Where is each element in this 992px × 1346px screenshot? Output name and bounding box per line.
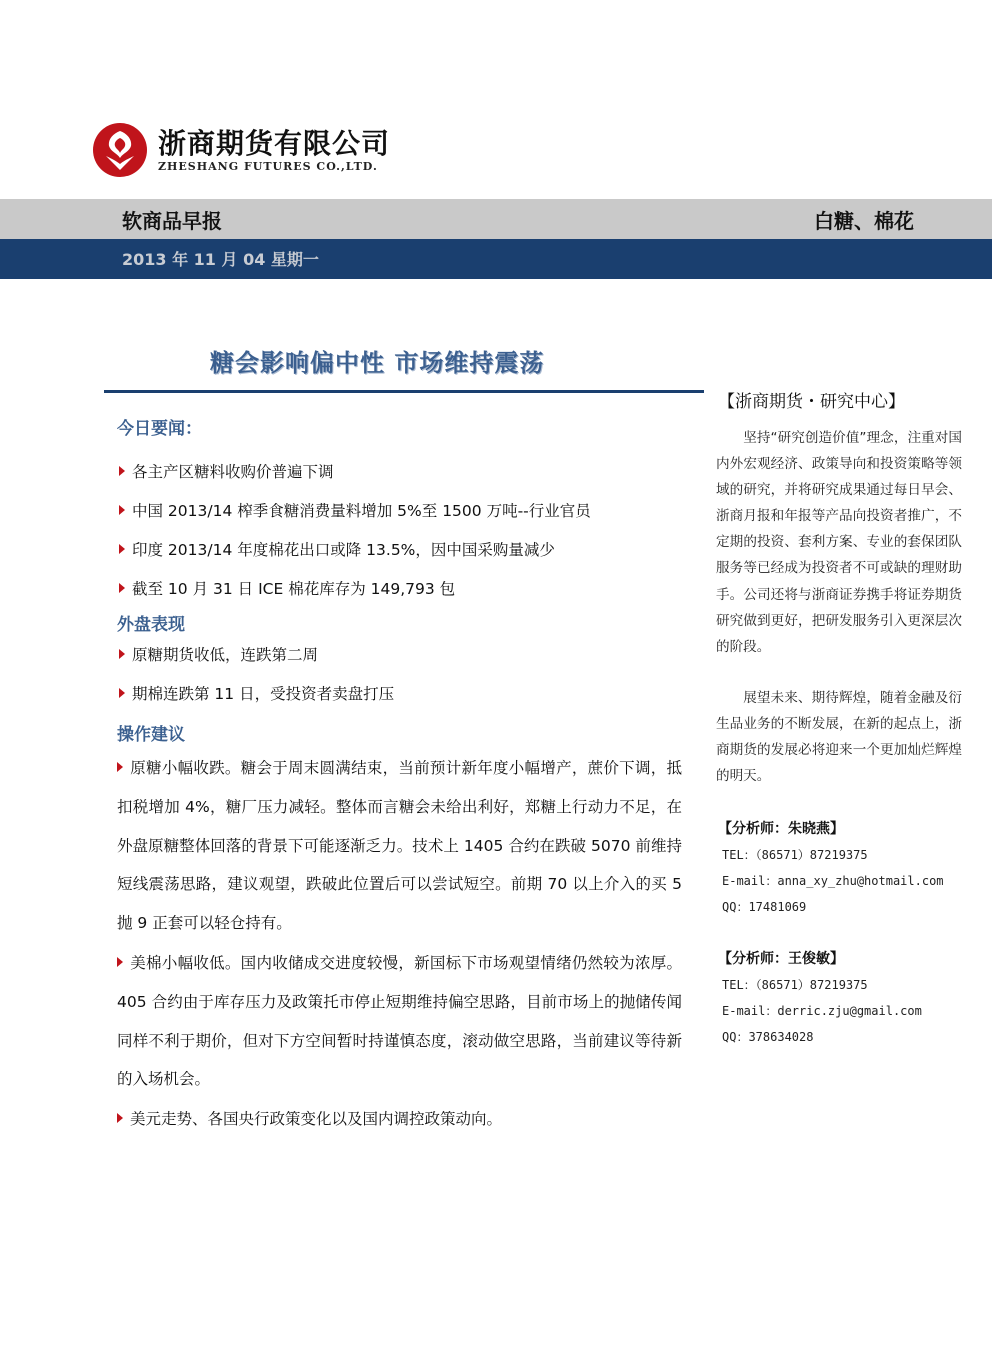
analyst-qq: QQ：17481069 bbox=[722, 900, 807, 914]
section-heading-today-news: 今日要闻： bbox=[117, 419, 202, 439]
bullet-arrow-icon bbox=[119, 688, 125, 698]
news-item: 印度 2013/14 年度棉花出口或降 13.5%，因中国采购量减少 bbox=[119, 538, 555, 560]
zheshang-logo-icon bbox=[92, 122, 148, 178]
report-date: 2013 年 11 月 04 星期一 bbox=[122, 250, 319, 269]
advice-paragraph-watch: 美元走势、各国央行政策变化以及国内调控政策动向。 bbox=[117, 1100, 682, 1139]
commodities-label: 白糖、棉花 bbox=[814, 209, 914, 233]
bullet-arrow-icon bbox=[119, 583, 125, 593]
analyst-email[interactable]: E-mail：derric.zju@gmail.com bbox=[722, 1004, 922, 1018]
bullet-arrow-icon bbox=[117, 762, 123, 772]
company-name-cn: 浙商期货有限公司 bbox=[158, 127, 391, 160]
title-divider bbox=[104, 390, 704, 393]
news-item: 中国 2013/14 榨季食糖消费量料增加 5%至 1500 万吨--行业官员 bbox=[119, 499, 591, 521]
overseas-item: 原糖期货收低，连跌第二周 bbox=[119, 643, 318, 665]
advice-paragraph-sugar: 原糖小幅收跌。糖会于周末圆满结束，当前预计新年度小幅增产，蔗价下调，抵扣税增加 4%，糖厂压力减轻。整体而言糖会未给出利好，郑糖上行动力不足，在外盘原糖整体回落的背景下可能逐渐乏力。技术上 1405 合约在跌破 5070 前维持短线震荡思路，建议观望，跌破此位置后可以尝试短空。前期 70 以上介入的买 5 抛 9 正套可以轻仓持有。 bbox=[117, 759, 682, 933]
advice-paragraph-cotton: 美棉小幅收低。国内收储成交进度较慢，新国标下市场观望情绪仍然较为浓厚。405 合约由于库存压力及政策托市停止短期维持偏空思路，目前市场上的抛储传闻同样不利于期价，但对下方空间暂时持谨慎态度，滚动做空思路，当前建议等待新的入场机会。 bbox=[117, 954, 682, 1089]
report-title: 糖会影响偏中性 市场维持震荡 bbox=[210, 349, 545, 377]
overseas-item: 期棉连跌第 11 日，受投资者卖盘打压 bbox=[119, 682, 394, 704]
bullet-arrow-icon bbox=[119, 544, 125, 554]
news-item: 各主产区糖料收购价普遍下调 bbox=[119, 460, 334, 482]
company-name-en: ZHESHANG FUTURES CO.,LTD. bbox=[158, 160, 378, 173]
sidebar-intro-paragraph: 坚持“研究创造价值”理念，注重对国内外宏观经济、政策导向和投资策略等领域的研究，并将研究成果通过每日早会、浙商月报和年报等产品向投资者推广，不定期的投资、套利方案、专业的套保团队服务等已经成为投资者不可或缺的理财助手。公司还将与浙商证券携手将证券期货研究做到更好，把研发服务引入更深层次的阶段。 bbox=[716, 430, 962, 655]
analyst-tel: TEL：（86571）87219375 bbox=[722, 848, 868, 862]
sidebar-heading: 【浙商期货・研究中心】 bbox=[718, 392, 905, 412]
bullet-arrow-icon bbox=[119, 466, 125, 476]
report-type: 软商品早报 bbox=[122, 209, 222, 233]
analyst-qq: QQ：378634028 bbox=[722, 1030, 814, 1044]
bullet-arrow-icon bbox=[119, 505, 125, 515]
bullet-arrow-icon bbox=[119, 649, 125, 659]
news-item: 截至 10 月 31 日 ICE 棉花库存为 149,793 包 bbox=[119, 577, 455, 599]
analyst-heading: 【分析师：朱晓燕】 bbox=[718, 821, 844, 837]
bullet-arrow-icon bbox=[117, 1113, 123, 1123]
section-heading-advice: 操作建议 bbox=[117, 725, 185, 745]
company-logo bbox=[92, 120, 391, 182]
analyst-heading: 【分析师：王俊敏】 bbox=[718, 951, 844, 967]
bullet-arrow-icon bbox=[117, 957, 123, 967]
analyst-email[interactable]: E-mail：anna_xy_zhu@hotmail.com bbox=[722, 874, 944, 888]
section-heading-overseas: 外盘表现 bbox=[117, 615, 185, 635]
analyst-tel: TEL：（86571）87219375 bbox=[722, 978, 868, 992]
sidebar-outlook-paragraph: 展望未来、期待辉煌，随着金融及衍生品业务的不断发展，在新的起点上，浙商期货的发展必将迎来一个更加灿烂辉煌的明天。 bbox=[716, 690, 962, 785]
